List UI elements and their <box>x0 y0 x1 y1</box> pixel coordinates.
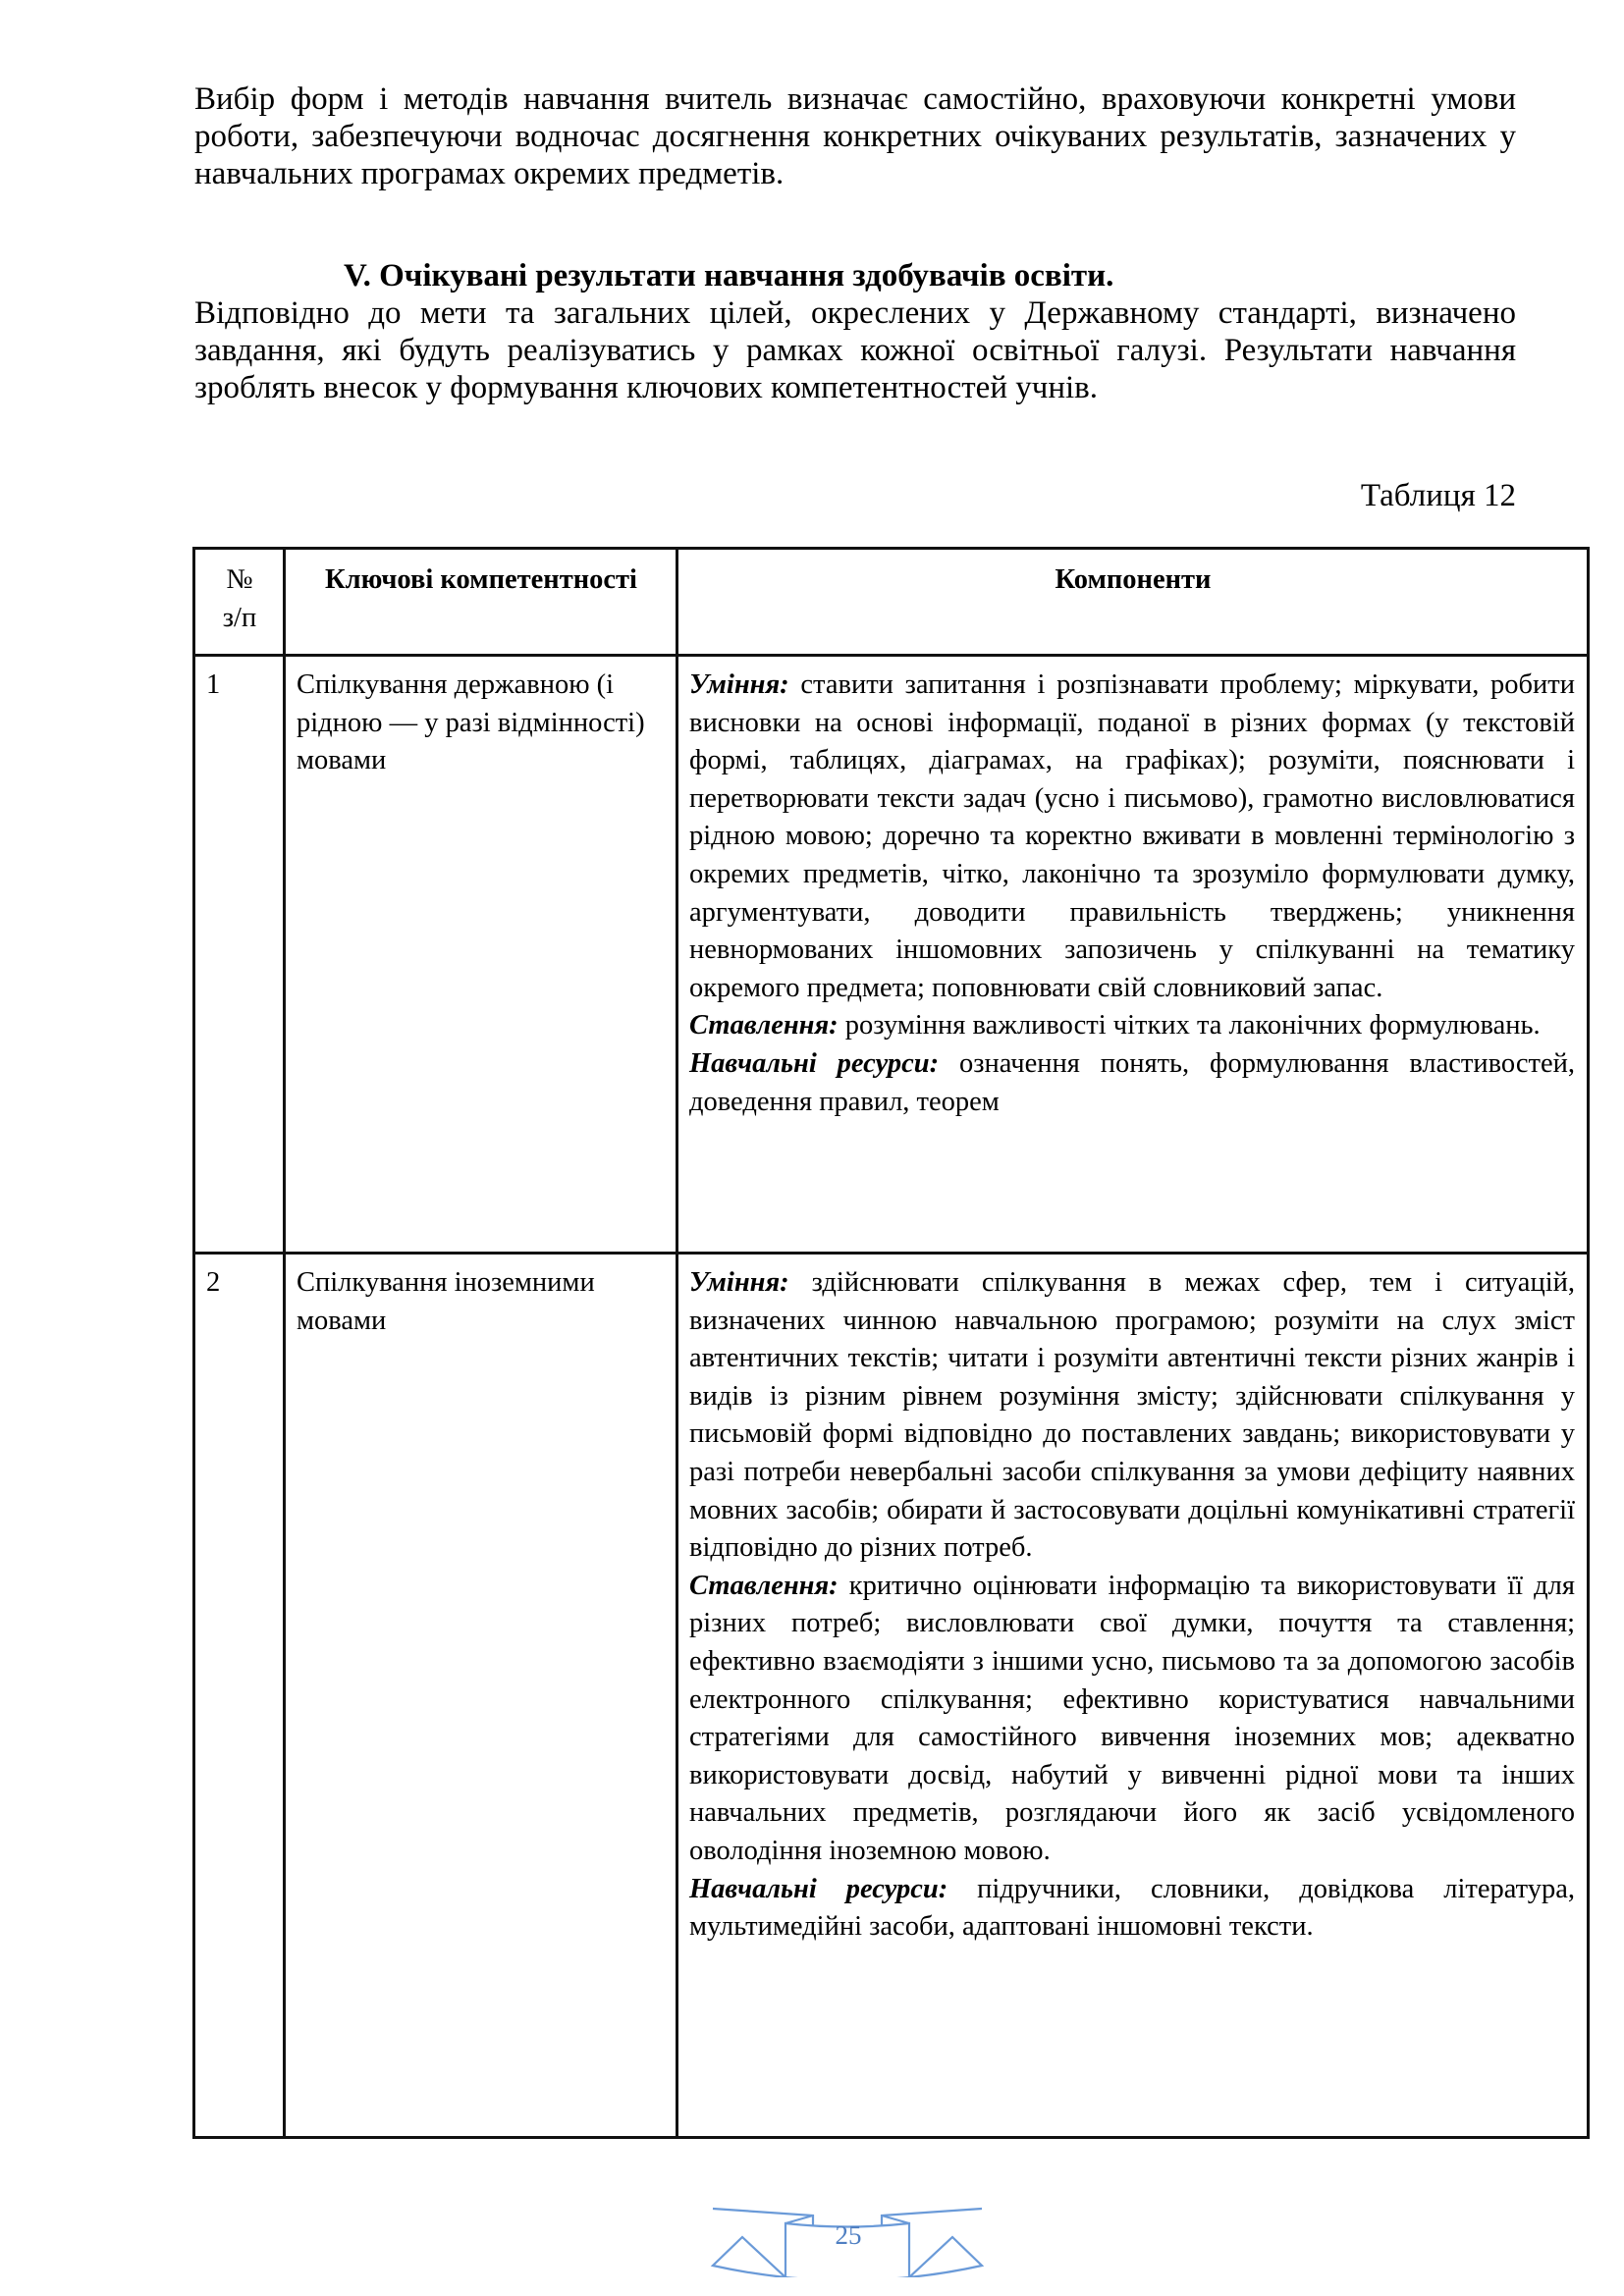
row-number: 1 <box>194 656 285 1254</box>
section-paragraph: Відповідно до мети та загальних цілей, окреслених у Державному стандарті, визначено завдання, які будуть реалізуватись у рамках кожної освітньої галузі. Результати навчання зроблять внесок у формування ключових компетентностей учнів. <box>194 295 1516 405</box>
resources-block <box>689 1871 1575 1947</box>
resources-block <box>689 1045 1575 1121</box>
table-header-row <box>194 549 1589 656</box>
attitude-label: Ставлення: <box>689 1010 839 1041</box>
table-caption: Таблиця 12 <box>1360 478 1516 513</box>
row-number: 2 <box>194 1254 285 2138</box>
skills-text: здійснювати спілкування в межах сфер, тем і ситуацій, визначених чинною навчальною програмою; розуміти на слух зміст автентичних текстів; читати і розуміти автентичні тексти різних жанрів і видів із різним рівнем розуміння змісту; здійснювати спілкування у письмовій формі відповідно до поставлених завдань; використовувати у разі потреби невербальні засоби спілкування за умови дефіциту наявних мовних засобів; обирати й застосовувати доцільні комунікативні стратегії відповідно до різних потреб. <box>689 1267 1575 1564</box>
intro-paragraph: Вибір форм і методів навчання вчитель визначає самостійно, враховуючи конкретні умови роботи, забезпечуючи водночас досягнення конкретних очікуваних результатів, зазначених у навчальних програмах окремих предметів. <box>194 81 1516 191</box>
table-row <box>194 1254 1589 2138</box>
header-number-abbr: з/п <box>222 602 257 633</box>
skills-label: Уміння: <box>689 669 789 700</box>
section-heading: V. Очікувані результати навчання здобувачів освіти. <box>344 258 1114 294</box>
attitude-block <box>689 1568 1575 1871</box>
page-number: 25 <box>835 2220 862 2250</box>
header-number-symbol: № <box>226 564 253 595</box>
competences-table <box>192 547 1590 2139</box>
skills-block <box>689 1264 1575 1568</box>
header-number <box>194 549 285 656</box>
resources-text: означення понять, формулювання властивостей, доведення правил, теорем <box>689 1047 1575 1117</box>
attitude-block <box>689 1007 1575 1045</box>
attitude-text: критично оцінювати інформацію та використовувати її для різних потреб; висловлювати свої думки, почуття та ставлення; ефективно взаємодіяти з іншими усно, письмово та за допомогою засобів електронного спілкування; ефективно користуватися навчальними стратегіями для самостійного вивчення іноземних мов; адекватно використовувати досвід, набутий у вивченні рідної мови та інших навчальних предметів, розглядаючи його як засіб усвідомленого оволодіння іноземною мовою. <box>689 1570 1575 1866</box>
resources-label: Навчальні ресурси: <box>689 1873 948 1904</box>
header-components: Компоненти <box>677 549 1589 656</box>
table-row <box>194 656 1589 1254</box>
skills-text: ставити запитання і розпізнавати проблему; міркувати, робити висновки на основі інформації, поданої в різних формах (у текстовій формі, таблицях, діаграмах, на графіках); розуміти, пояснювати і перетворювати тексти задач (усно і письмово), грамотно висловлюватися рідною мовою; доречно та коректно вживати в мовленні термінологію з окремих предметів, чітко, лаконічно та зрозуміло формулювати думку, аргументувати, доводити правильність тверджень; уникнення невнормованих іншомовних запозичень у спілкуванні на тематику окремого предмета; поповнювати свій словниковий запас. <box>689 669 1575 1003</box>
competence-name: Спілкування іноземними мовами <box>285 1254 677 2138</box>
header-competence: Ключові компетентності <box>285 549 677 656</box>
skills-block <box>689 667 1575 1007</box>
attitude-label: Ставлення: <box>689 1570 839 1601</box>
skills-label: Уміння: <box>689 1267 789 1298</box>
competence-name: Спілкування державною (і рідною — у разі відмінності) мовами <box>285 656 677 1254</box>
resources-text: підручники, словники, довідкова література, мультимедійні засоби, адаптовані іншомовні тексти. <box>689 1873 1575 1943</box>
components-cell <box>677 656 1589 1254</box>
components-cell <box>677 1254 1589 2138</box>
attitude-text: розуміння важливості чітких та лаконічних формулювань. <box>838 1010 1541 1041</box>
resources-label: Навчальні ресурси: <box>689 1047 940 1079</box>
